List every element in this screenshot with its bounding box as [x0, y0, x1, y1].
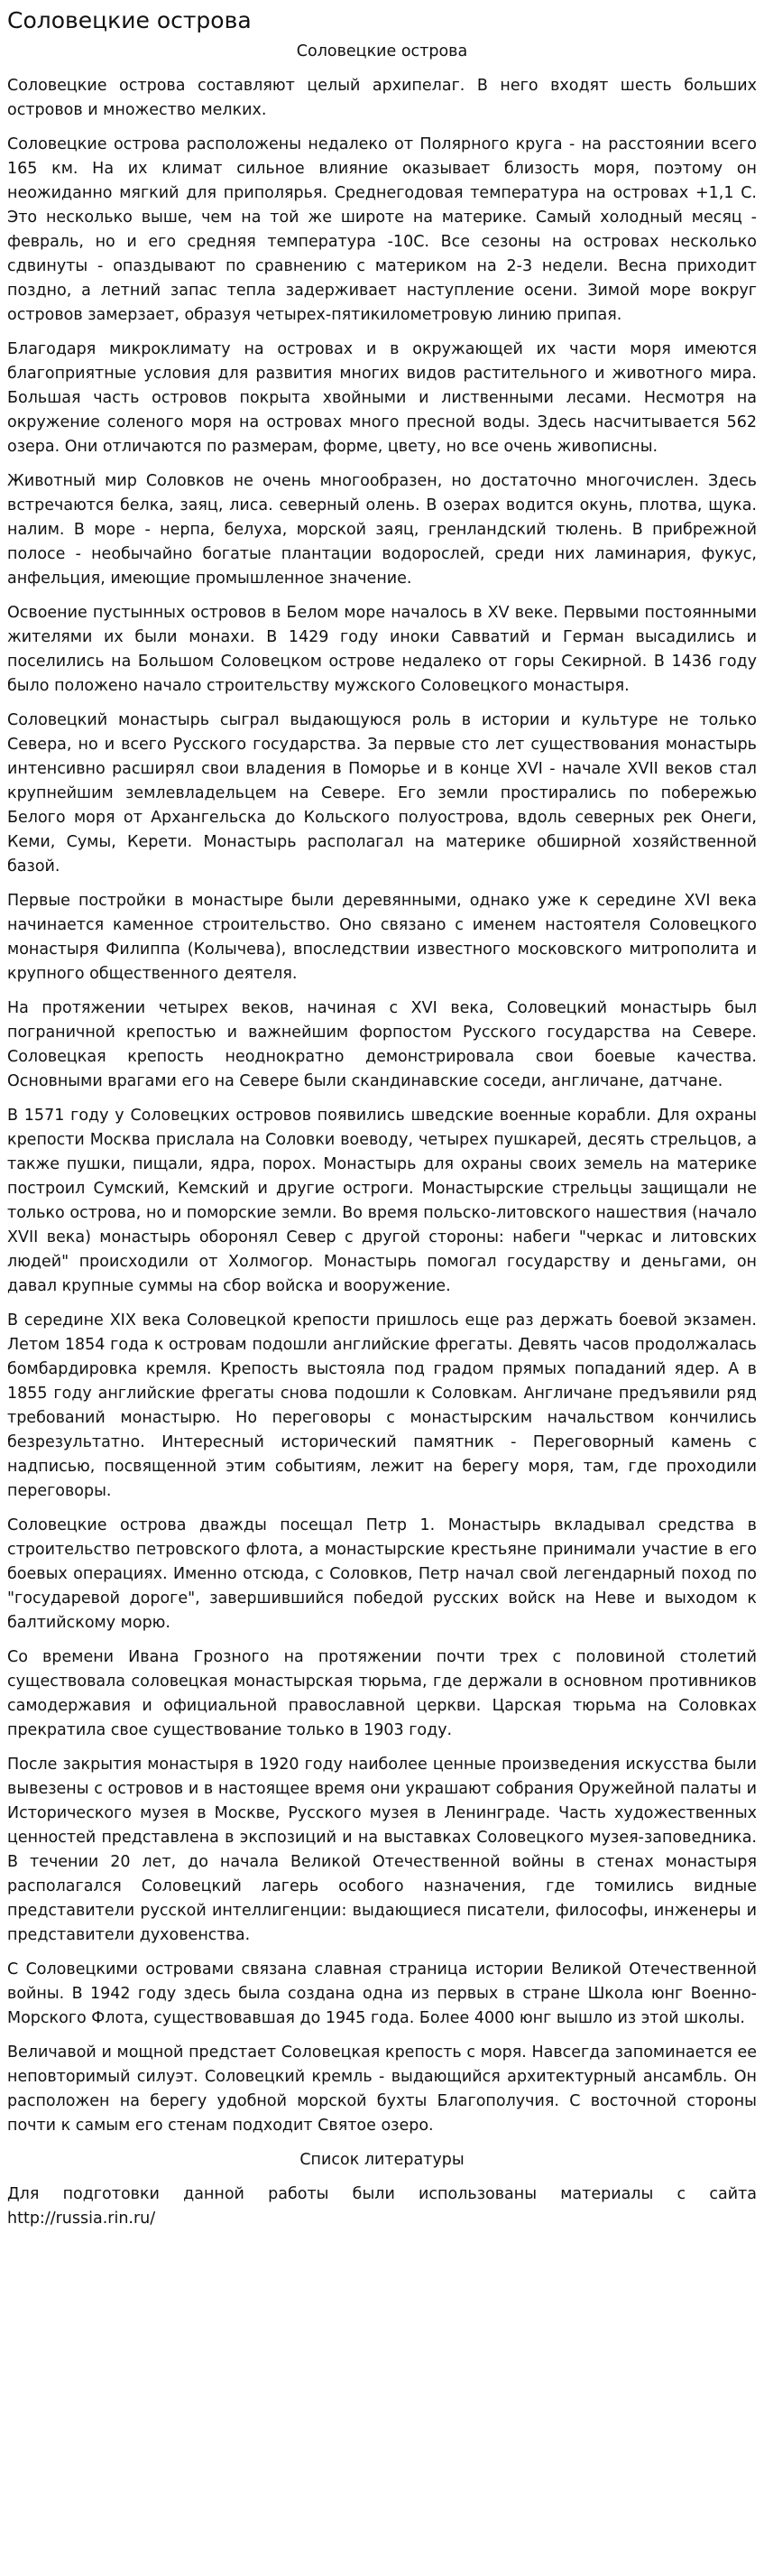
paragraph-4: Животный мир Соловков не очень многообразен, но достаточно многочислен. Здесь встречаются белка, заяц, лиса. северный олень. В озерах водится окунь, плотва, щука. налим. В море - нерпа, белуха, морской заяц, гренландский тюлень. В прибрежной полосе - необычайно богатые плантации водорослей, среди них ламинария, фукус, анфельция, имеющие промышленное значение. — [7, 472, 757, 588]
paragraph-10: В середине XIX века Соловецкой крепости пришлось еще раз держать боевой экзамен. Летом 1854 года к островам подошли английские фрегаты. Девять часов продолжалась бомбардировка кремля. Крепость выстояла под градом прямых попаданий ядер. А в 1855 году английские фрегаты снова подошли к Соловкам. Англичане предъявили ряд требований монастырю. Но переговоры с монастырским начальством кончились безрезультатно. Интересный исторический памятник - Переговорный камень с надписью, посвященной этим событиям, лежит на берегу моря, там, где проходили переговоры. — [7, 1311, 757, 1500]
bibliography-text: Для подготовки данной работы были использованы материалы с сайта http://russia.rin.ru/ — [7, 2185, 757, 2228]
paragraph-9: В 1571 году у Соловецких островов появились шведские военные корабли. Для охраны крепости Москва прислала на Соловки воеводу, четырех пушкарей, десять стрельцов, а также пушки, пищали, ядра, порох. Монастырь для охраны своих земель на материке построил Сумский, Кемский и другие остроги. Монастырские стрельцы защищали не только острова, но и поморские земли. Во время польско-литовского нашествия (начало XVII века) монастырь оборонял Север с другой стороны: набеги "черкас и литовских людей" происходили от Холмогор. Монастырь помогал государству и деньгами, он давал крупные суммы на сбор войска и вооружение. — [7, 1107, 757, 1295]
paragraph-2: Соловецкие острова расположены недалеко от Полярного круга - на расстоянии всего 165 км. На их климат сильное влияние оказывает близость моря, поэтому он неожиданно мягкий для приполярья. Среднегодовая температура на островах +1,1 С. Это несколько выше, чем на той же широте на материке. Самый холодный месяц - февраль, но и его средняя температура -10С. Все сезоны на островах несколько сдвинуты - опаздывают по сравнению с материком на 2-3 недели. Весна приходит поздно, а летний запас тепла задерживает наступление осени. Зимой море вокруг островов замерзает, образуя четырех-пятикилометровую линию припая. — [7, 135, 757, 324]
document-subtitle: Соловецкие острова — [296, 42, 468, 60]
paragraph-3: Благодаря микроклимату на островах и в окружающей их части моря имеются благоприятные условия для развития многих видов растительного и животного мира. Большая часть островов покрыта хвойными и лиственными лесами. Несмотря на окружение соленого моря на островах много пресной воды. Здесь насчитывается 562 озера. Они отличаются по размерам, форме, цвету, но все очень живописны. — [7, 340, 757, 456]
paragraph-15: Величавой и мощной предстает Соловецкая крепость с моря. Навсегда запоминается ее неповторимый силуэт. Соловецкий кремль - выдающийся архитектурный ансамбль. Он расположен на берегу удобной морской бухты Благополучия. С восточной стороны почти к самым его стенам подходит Святое озеро. — [7, 2043, 757, 2135]
bibliography-heading: Список литературы — [299, 2151, 465, 2169]
paragraph-12: Со времени Ивана Грозного на протяжении почти трех с половиной столетий существовала соловецкая монастырская тюрьма, где держали в основном противников самодержавия и официальной православной церкви. Царская тюрьма на Соловках прекратила свое существование только в 1903 году. — [7, 1648, 757, 1739]
paragraph-7: Первые постройки в монастыре были деревянными, однако уже к середине XVI века начинается каменное строительство. Оно связано с именем настоятеля Соловецкого монастыря Филиппа (Колычева), впоследствии известного московского митрополита и крупного общественного деятеля. — [7, 892, 757, 983]
paragraph-14: С Соловецкими островами связана славная страница истории Великой Отечественной войны. В 1942 году здесь была создана одна из первых в стране Школа юнг Военно-Морского Флота, существовавшая до 1945 года. Более 4000 юнг вышло из этой школы. — [7, 1960, 757, 2027]
page-title: Соловецкие острова — [7, 7, 252, 33]
paragraph-8: На протяжении четырех веков, начиная с XVI века, Соловецкий монастырь был пограничной крепостью и важнейшим форпостом Русского государства на Севере. Соловецкая крепость неоднократно демонстрировала свои боевые качества. Основными врагами его на Севере были скандинавские соседи, англичане, датчане. — [7, 999, 757, 1090]
paragraph-11: Соловецкие острова дважды посещал Петр 1. Монастырь вкладывал средства в строительство петровского флота, а монастырские крестьяне принимали участие в его боевых операциях. Именно отсюда, с Соловков, Петр начал свой легендарный поход по "государевой дороге", завершившийся победой русских войск на Неве и выходом к балтийскому морю. — [7, 1516, 757, 1632]
paragraph-5: Освоение пустынных островов в Белом море началось в XV веке. Первыми постоянными жителями их были монахи. В 1429 году иноки Савватий и Герман высадились и поселились на Большом Соловецком острове недалеко от горы Секирной. В 1436 году было положено начало строительству мужского Соловецкого монастыря. — [7, 604, 757, 695]
paragraph-1: Соловецкие острова составляют целый архипелаг. В него входят шесть больших островов и множество мелких. — [7, 77, 757, 119]
paragraph-13: После закрытия монастыря в 1920 году наиболее ценные произведения искусства были вывезены с островов и в настоящее время они украшают собрания Оружейной палаты и Исторического музея в Москве, Русского музея в Ленинграде. Часть художественных ценностей представлена в экспозиций и на выставках Соловецкого музея-заповедника. В течении 20 лет, до начала Великой Отечественной войны в стенах монастыря располагался Соловецкий лагерь особого назначения, где томились видные представители русской интеллигенции: выдающиеся писатели, философы, инженеры и представители духовенства. — [7, 1756, 757, 1944]
paragraph-6: Соловецкий монастырь сыграл выдающуюся роль в истории и культуре не только Севера, но и всего Русского государства. За первые сто лет существования монастырь интенсивно расширял свои владения в Поморье и в конце XVI - начале XVII веков стал крупнейшим землевладельцем на Севере. Его земли простирались по побережью Белого моря от Архангельска до Кольского полуострова, вдоль северных рек Онеги, Кеми, Сумы, Керети. Монастырь располагал на материке обширной хозяйственной базой. — [7, 711, 757, 876]
